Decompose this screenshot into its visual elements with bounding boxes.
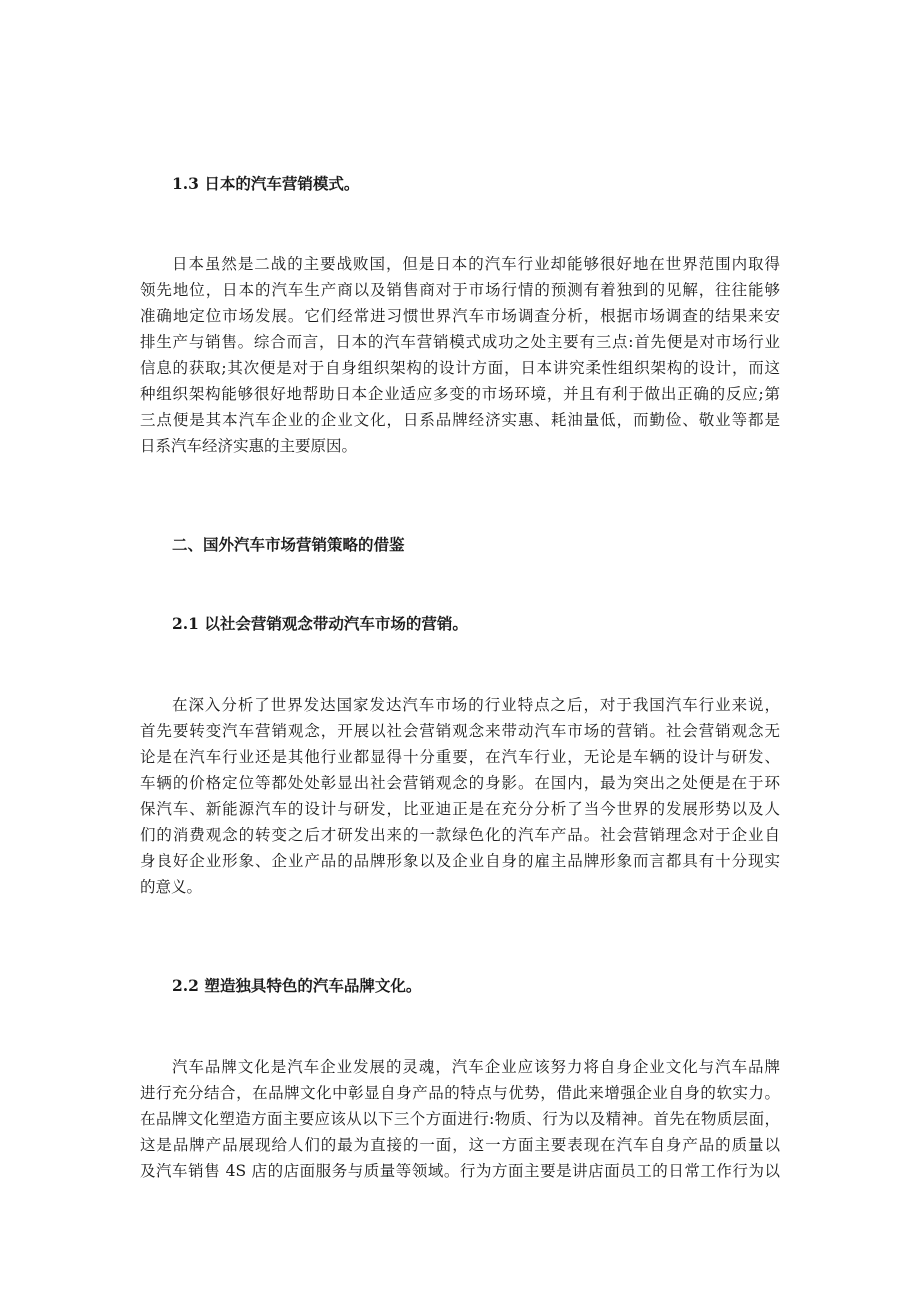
- paragraph-line: 日系汽车经济实惠的主要原因。: [140, 437, 358, 455]
- paragraph-line: 三点便是其本汽车企业的企业文化，日系品牌经济实惠、耗油量低，而勤俭、敬业等都是: [140, 411, 780, 429]
- paragraph-line: 日本虽然是二战的主要战败国，但是日本的汽车行业却能够很好地在世界范围内取得: [172, 255, 780, 273]
- paragraph-brand-culture: [140, 1054, 780, 1184]
- paragraph-line: 汽车品牌文化是汽车企业发展的灵魂，汽车企业应该努力将自身企业文化与汽车品牌: [172, 1058, 780, 1076]
- paragraph-line: 在深入分析了世界发达国家发达汽车市场的行业特点之后，对于我国汽车行业来说，: [172, 696, 780, 714]
- paragraph-line: 论是在汽车行业还是其他行业都显得十分重要，在汽车行业，无论是车辆的设计与研发、: [140, 748, 780, 766]
- paragraph-line: 在品牌文化塑造方面主要应该从以下三个方面进行:物质、行为以及精神。首先在物质层面，: [140, 1110, 780, 1128]
- section-heading-1-3: 1.3 日本的汽车营销模式。: [172, 174, 360, 193]
- paragraph-japan-marketing: [140, 251, 780, 459]
- paragraph-line: 准确地定位市场发展。它们经常进习惯世界汽车市场调查分析，根据市场调查的结果来安: [140, 307, 780, 325]
- section-heading-2-2: 2.2 塑造独具特色的汽车品牌文化。: [172, 976, 422, 995]
- paragraph-line: 排生产与销售。综合而言，日本的汽车营销模式成功之处主要有三点:首先便是对市场行业: [140, 333, 780, 351]
- paragraph-line: 种组织架构能够很好地帮助日本企业适应多变的市场环境，并且有利于做出正确的反应;第: [140, 385, 780, 403]
- paragraph-line: 领先地位，日本的汽车生产商以及销售商对于市场行情的预测有着独到的见解，往往能够: [140, 281, 780, 299]
- paragraph-line: 身良好企业形象、企业产品的品牌形象以及企业自身的雇主品牌形象而言都具有十分现实: [140, 852, 780, 870]
- paragraph-line: 及汽车销售 4S 店的店面服务与质量等领域。行为方面主要是讲店面员工的日常工作行为以: [140, 1162, 780, 1180]
- paragraph-social-marketing: [140, 692, 780, 900]
- paragraph-line: 保汽车、新能源汽车的设计与研发，比亚迪正是在充分分析了当今世界的发展形势以及人: [140, 800, 780, 818]
- paragraph-line: 车辆的价格定位等都处处彰显出社会营销观念的身影。在国内，最为突出之处便是在于环: [140, 774, 780, 792]
- paragraph-line: 首先要转变汽车营销观念，开展以社会营销观念来带动汽车市场的营销。社会营销观念无: [140, 722, 780, 740]
- paragraph-line: 信息的获取;其次便是对于自身组织架构的设计方面，日本讲究柔性组织架构的设计，而这: [140, 359, 780, 377]
- chapter-heading-2: 二、国外汽车市场营销策略的借鉴: [172, 535, 405, 554]
- paragraph-line: 这是品牌产品展现给人们的最为直接的一面，这一方面主要表现在汽车自身产品的质量以: [140, 1136, 780, 1154]
- paragraph-line: 的意义。: [140, 878, 203, 896]
- paragraph-line: 进行充分结合，在品牌文化中彰显自身产品的特点与优势，借此来增强企业自身的软实力。: [140, 1084, 780, 1102]
- paragraph-line: 们的消费观念的转变之后才研发出来的一款绿色化的汽车产品。社会营销理念对于企业自: [140, 826, 780, 844]
- section-heading-2-1: 2.1 以社会营销观念带动汽车市场的营销。: [172, 614, 468, 633]
